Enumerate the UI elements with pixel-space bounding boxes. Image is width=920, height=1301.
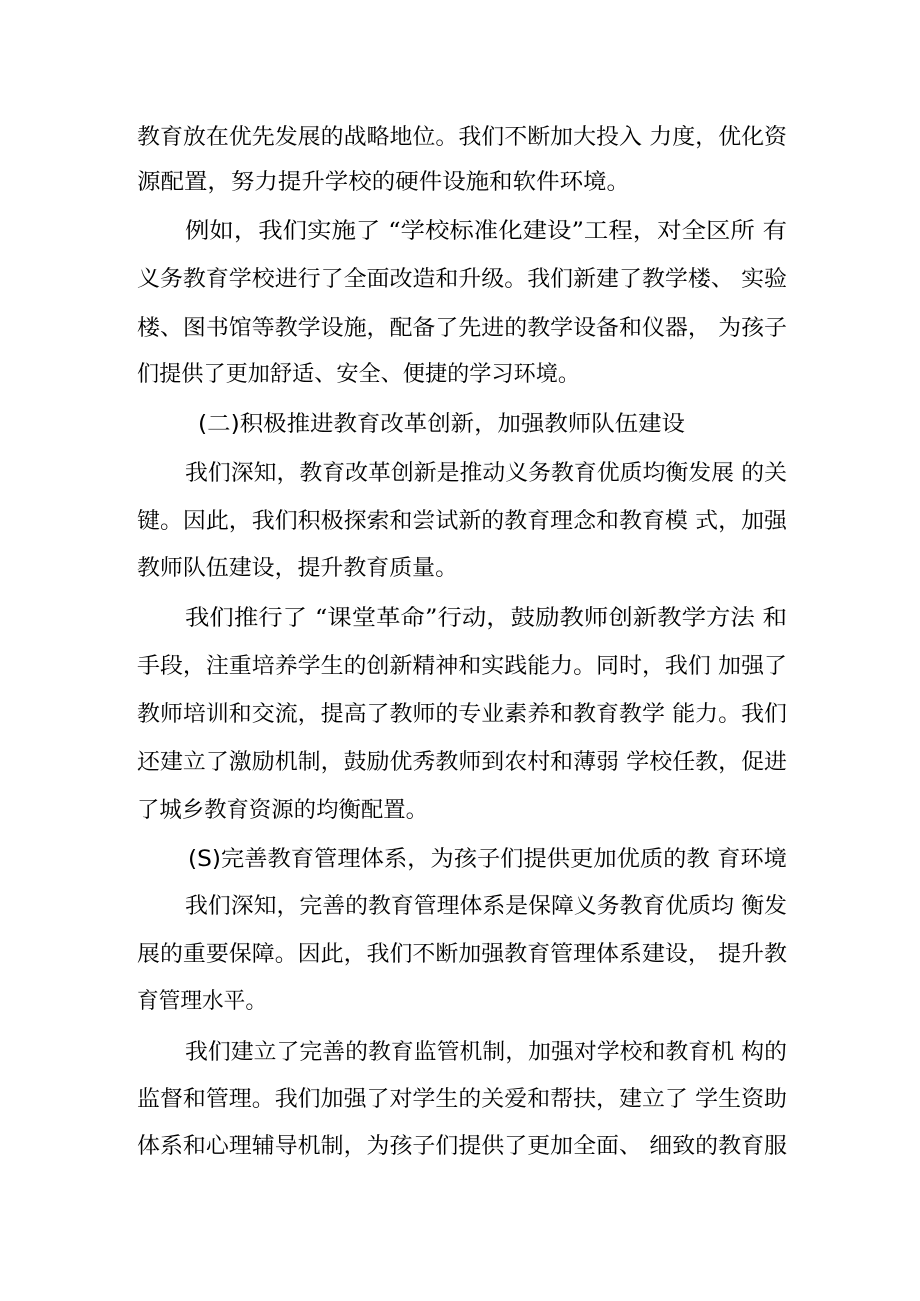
- line-text: 们提供了更加舒适、安全、便捷的学习环境。: [137, 362, 581, 387]
- text-line: [0, 115, 920, 161]
- text-line: [0, 884, 920, 930]
- text-line: [0, 499, 920, 545]
- line-text: 我们推行了 “课堂革命”行动，鼓励教师创新教学方法 和: [185, 606, 787, 631]
- text-line: [0, 451, 920, 497]
- text-line: [0, 932, 920, 978]
- text-line: [0, 596, 920, 642]
- text-line: [0, 257, 920, 303]
- line-text: 手段，注重培养学生的创新精神和实践能力。同时，我们 加强了: [137, 654, 787, 679]
- line-text: 例如，我们实施了 “学校标准化建设”工程，对全区所 有: [185, 219, 787, 244]
- line-text: 义务教育学校进行了全面改造和升级。我们新建了教学楼、 实验: [137, 267, 787, 292]
- text-line: [0, 1077, 920, 1123]
- text-line: [0, 979, 920, 1025]
- line-text: 还建立了激励机制，鼓励优秀教师到农村和薄弱 学校任教，促进: [137, 750, 787, 775]
- section-heading: [0, 837, 920, 883]
- text-line: [0, 740, 920, 786]
- text-line: [0, 788, 920, 834]
- line-text: 监督和管理。我们加强了对学生的关爱和帮扶，建立了 学生资助: [137, 1087, 787, 1112]
- section-heading: [0, 402, 920, 448]
- line-text: 教师培训和交流，提高了教师的专业素养和教育教学 能力。我们: [137, 702, 787, 727]
- text-line: [0, 644, 920, 690]
- line-text: 楼、图书馆等教学设施，配备了先进的教学设备和仪器， 为孩子: [137, 316, 787, 341]
- line-text: 教育放在优先发展的战略地位。我们不断加大投入 力度，优化资: [137, 125, 787, 150]
- text-line: [0, 352, 920, 398]
- line-text: 展的重要保障。因此，我们不断加强教育管理体系建设， 提升教: [137, 942, 787, 967]
- text-line: [0, 546, 920, 592]
- line-text: 键。因此，我们积极探索和尝试新的教育理念和教育模 式，加强: [137, 509, 787, 534]
- line-text: 源配置，努力提升学校的硬件设施和软件环境。: [137, 170, 631, 195]
- text-line: [0, 1030, 920, 1076]
- line-text: 育管理水平。: [137, 989, 267, 1014]
- text-line: [0, 160, 920, 206]
- text-line: [0, 692, 920, 738]
- line-text: 体系和心理辅导机制，为孩子们提供了更加全面、 细致的教育服: [137, 1134, 787, 1159]
- heading-text: (S)完善教育管理体系，为孩子们提供更加优质的教 育环境: [188, 847, 787, 872]
- text-line: [0, 306, 920, 352]
- line-text: 了城乡教育资源的均衡配置。: [137, 798, 428, 823]
- line-text: 教师队伍建设，提升教育质量。: [137, 556, 459, 581]
- line-text: 我们深知，完善的教育管理体系是保障义务教育优质均 衡发: [185, 894, 787, 919]
- text-line: [0, 209, 920, 255]
- line-text: 我们深知，教育改革创新是推动义务教育优质均衡发展 的关: [185, 461, 787, 486]
- heading-text: (二)积极推进教育改革创新，加强教师队伍建设: [198, 412, 685, 437]
- text-line: [0, 1124, 920, 1170]
- line-text: 我们建立了完善的教育监管机制，加强对学校和教育机 构的: [185, 1040, 787, 1065]
